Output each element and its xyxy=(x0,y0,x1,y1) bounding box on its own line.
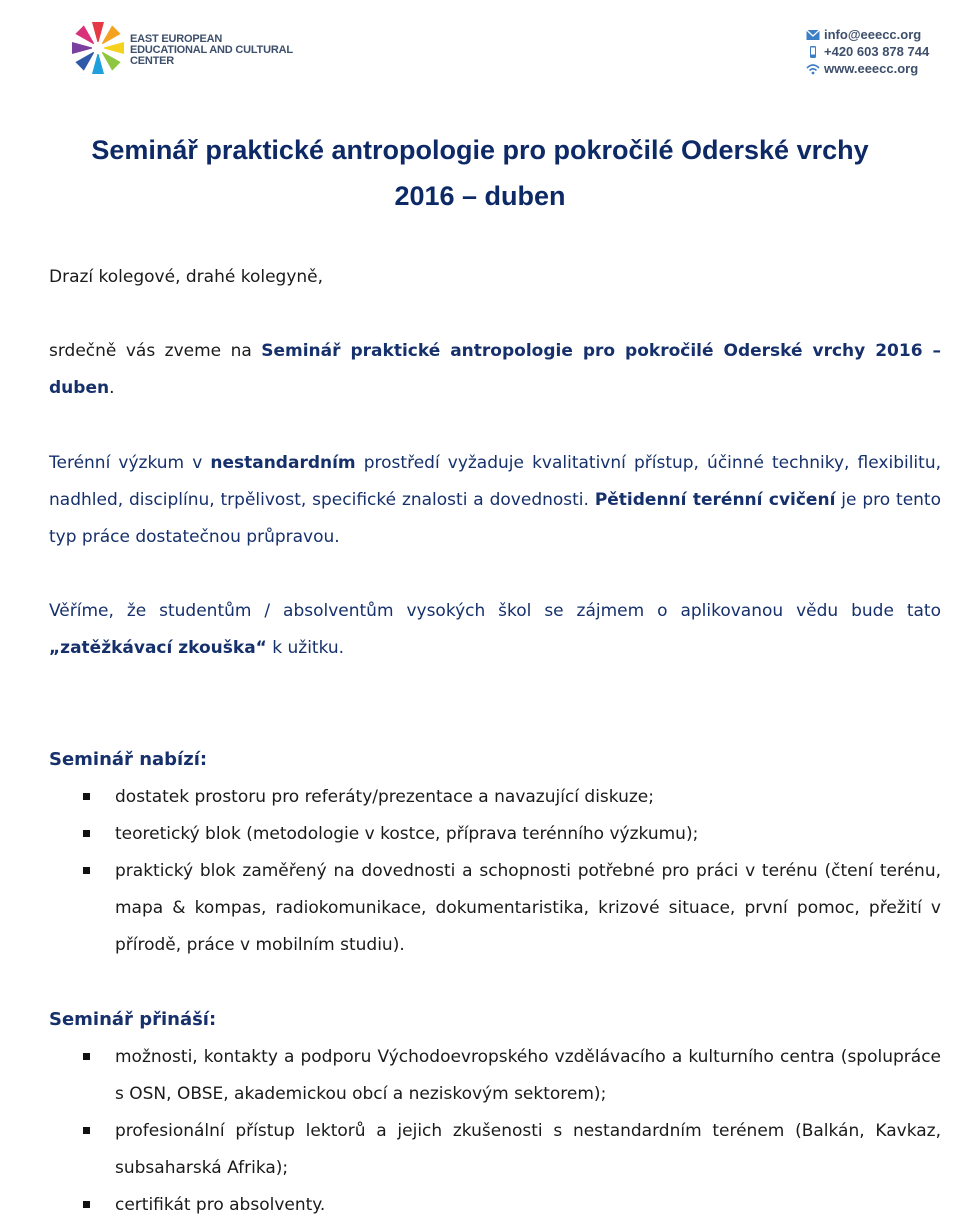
list-item xyxy=(49,816,941,853)
contact-phone[interactable]: +420 603 878 744 xyxy=(824,44,930,59)
page-header xyxy=(0,0,960,90)
invitation-paragraph xyxy=(49,333,941,407)
fieldwork-paragraph xyxy=(49,445,941,556)
square-bullet-icon xyxy=(83,1053,90,1060)
square-bullet-icon xyxy=(83,867,90,874)
fieldwork-text-3: je pro tento typ práce dostatečnou průpravou. xyxy=(49,490,941,547)
document-title xyxy=(40,127,920,219)
list-item xyxy=(49,1039,941,1113)
greeting-paragraph: Drazí kolegové, drahé kolegyně, xyxy=(49,267,324,287)
fieldwork-emphasis-exercise: Pětidenní terénní cvičení xyxy=(594,490,836,510)
list-item-text: dostatek prostoru pro referáty/prezentace a navazující diskuze; xyxy=(115,787,654,807)
logo-line-3: CENTER xyxy=(130,55,175,67)
title-line-2: 2016 – duben xyxy=(394,181,566,211)
contact-web-row xyxy=(806,60,946,77)
contact-web[interactable]: www.eeecc.org xyxy=(824,61,919,76)
belief-paragraph xyxy=(49,593,941,667)
list-item-text: certifikát pro absolventy. xyxy=(115,1195,326,1215)
square-bullet-icon xyxy=(83,793,90,800)
square-bullet-icon xyxy=(83,1201,90,1208)
list-item xyxy=(49,779,941,816)
section-heading-offers: Seminář nabízí: xyxy=(49,749,208,770)
contact-email-row xyxy=(806,26,946,43)
wifi-icon xyxy=(806,63,820,75)
phone-icon xyxy=(806,46,820,58)
list-item-text: profesionální přístup lektorů a jejich zkušenosti s nestandardním terénem (Balkán, Kavkaz, subsaharská Afrika); xyxy=(115,1121,941,1178)
logo-wordmark xyxy=(130,33,293,67)
invitation-prefix: srdečně vás zveme na xyxy=(49,341,262,361)
fieldwork-text-2: prostředí vyžaduje kvalitativní přístup, účinné techniky, flexibilitu, nadhled, disciplínu, trpělivost, specifické znalosti a dovednosti. xyxy=(49,453,941,510)
square-bullet-icon xyxy=(83,830,90,837)
organization-logo xyxy=(70,20,293,80)
list-item-text: praktický blok zaměřený na dovednosti a schopnosti potřebné pro práci v terénu (čtení terénu, mapa & kompas, radiokomunikace, dokumentaristika, krizové situace, první pomoc, přežití v přírodě, práce v mobilním studiu). xyxy=(115,861,941,955)
brings-list xyxy=(49,1039,941,1224)
fieldwork-emphasis-nonstandard: nestandardním xyxy=(210,453,356,473)
envelope-icon xyxy=(806,29,820,41)
list-item xyxy=(49,853,941,964)
invitation-seminar-name: Seminář praktické antropologie pro pokročilé Oderské vrchy 2016 – duben xyxy=(49,341,942,398)
list-item-text: teoretický blok (metodologie v kostce, příprava terénního výzkumu); xyxy=(115,824,699,844)
invitation-suffix: . xyxy=(109,378,115,398)
belief-text-2: k užitku. xyxy=(266,638,345,658)
list-item xyxy=(49,1187,941,1224)
contact-block xyxy=(806,26,946,77)
belief-text-1: Věříme, že studentům / absolventům vysokých škol se zájmem o aplikovanou vědu bude tato xyxy=(49,601,941,621)
belief-emphasis-test: „zatěžkávací zkouška“ xyxy=(49,638,267,658)
offers-list xyxy=(49,779,941,964)
fieldwork-text-1: Terénní výzkum v xyxy=(49,453,211,473)
list-item-text: možnosti, kontakty a podporu Východoevropského vzdělávacího a kulturního centra (spolupráce s OSN, OBSE, akademickou obcí a neziskovým sektorem); xyxy=(115,1047,941,1104)
contact-phone-row xyxy=(806,43,946,60)
section-heading-brings: Seminář přináší: xyxy=(49,1009,217,1030)
logo-line-1: EAST EUROPEAN xyxy=(130,33,223,45)
logo-line-2: EDUCATIONAL AND CULTURAL xyxy=(130,44,293,56)
title-line-1: Seminář praktické antropologie pro pokročilé Oderské vrchy xyxy=(91,135,869,165)
list-item xyxy=(49,1113,941,1187)
square-bullet-icon xyxy=(83,1127,90,1134)
logo-emblem-icon xyxy=(70,20,126,76)
contact-email[interactable]: info@eeecc.org xyxy=(824,27,922,42)
